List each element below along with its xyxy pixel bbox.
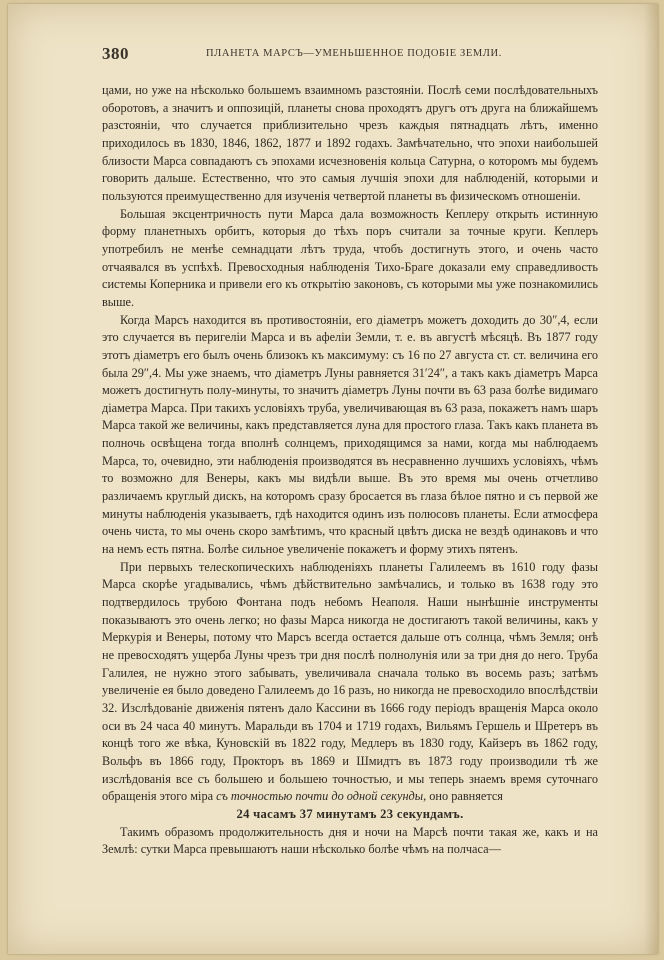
- body-text: [102, 82, 598, 859]
- page-edge-shadow: [644, 4, 658, 954]
- paragraph-3: Когда Марсъ находится въ противостояніи, его діаметръ можетъ доходить до 30″,4, если это случается въ перигеліи Марса и въ афеліи Земли, т. е. въ августѣ мѣсяцѣ. Въ 1877 году этотъ діаметръ его былъ очень близокъ къ максимуму: съ 16 по 27 августа ст. ст. величина его была 29″,4. Мы уже знаемъ, что діаметръ Луны равняется 31′24″, а такъ какъ діаметръ Марса можетъ достигнуть полу-минуты, то значитъ діаметръ Луны почти въ 63 раза болѣе видимаго діаметра Марса. При такихъ условіяхъ труба, увеличивающая въ 63 раза, покажетъ намъ шаръ Марса такой же величины, какъ представляется луна для простого глаза. Такъ какъ планета въ полночь освѣщена тогда вполнѣ солнцемъ, приходящимся за нами, когда мы наблюдаемъ Марса, то, очевидно, эти наблюденія производятся въ несравненно лучшихъ условіяхъ, чѣмъ то возможно для Венеры, какъ мы видѣли выше. Въ это время мы очень отчетливо различаемъ круглый дискъ, на которомъ сразу бросается въ глаза бѣлое пятно и съ первой же минуты наблюденія указываетъ, гдѣ находится одинъ изъ полюсовъ планеты. Если атмосфера очень чиста, то мы очень скоро замѣтимъ, что красный цвѣтъ диска не вездѣ одинаковъ и что на немъ есть пятна. Болѣе сильное увеличеніе покажетъ и форму этихъ пятенъ.: [102, 312, 598, 557]
- page-number: 380: [102, 44, 129, 63]
- paragraph-1: цами, но уже на нѣсколько большемъ взаимномъ разстояніи. Послѣ семи послѣдовательныхъ оборотовъ, а значитъ и оппозицій, планеты снова проходятъ другъ отъ друга на ближайшемъ разстояніи, что случается приблизительно чрезъ каждыя пятнадцать лѣтъ, именно приходилось въ 1830, 1846, 1862, 1877 и 1892 годахъ. Замѣчательно, что эпохи наибольшей близости Марса совпадаютъ съ эпохами исчезновенія кольца Сатурна, о которомъ мы будемъ говорить дальше. Естественно, что это самыя лучшія эпохи для наблюденій, которыми и пользуются преимущественно для изученія четвертой планеты въ физическомъ отношеніи.: [102, 83, 598, 203]
- paragraph-4: [102, 559, 598, 806]
- rotation-period: 24 часамъ 37 минутамъ 23 секундамъ.: [236, 806, 464, 821]
- paragraph-4-text: При первыхъ телескопическихъ наблюденіяхъ планеты Галилеемъ въ 1610 году фазы Марса скорѣе угадывались, чѣмъ дѣйствительно замѣчались, и только въ 1638 году это подтвердилось трубою Фонтана подъ небомъ Неаполя. Наши нынѣшніе инструменты показываютъ это очень легко; но фазы Марса никогда не достигаютъ такой величины, какъ у Меркурія и Венеры, потому что Марсъ всегда остается дальше отъ солнца, чѣмъ Земля; онѣ не превосходятъ ущерба Луны чрезъ три дня послѣ полнолунія или за три дня до него. Труба Галилея, не нужно этого забывать, увеличивала сначала только въ восемь разъ; затѣмъ увеличеніе ея было доведено Галилеемъ до 16 разъ, но никогда не превосходило впослѣдствіи 32. Изслѣдованіе движенія пятенъ дало Кассини въ 1666 году періодъ вращенія Марса около оси въ 24 часа 40 минутъ. Маральди въ 1704 и 1719 годахъ, Вильямъ Гершель и Шретеръ въ концѣ того же вѣка, Куновскій въ 1822 году, Медлеръ въ 1830 году, Кайзеръ въ 1862 году, Вольфъ въ 1866 году, Прокторъ въ 1869 и Шмидтъ въ 1873 году производили тѣ же изслѣдованія все съ большею и большею точностью, и мы теперь знаемъ время суточнаго обращенія этого міра: [102, 559, 598, 804]
- book-page: [8, 4, 658, 954]
- running-title: ПЛАНЕТА МАРСЪ—УМЕНЬШЕННОЕ ПОДОБІЕ ЗЕМЛИ.: [206, 48, 502, 59]
- paragraph-4-tail: , оно равняется: [423, 789, 503, 804]
- paragraph-5: Такимъ образомъ продолжительность дня и ночи на Марсѣ почти такая же, какъ и на Землѣ: сутки Марса превышаютъ наши нѣсколько болѣе чѣмъ на полчаса—: [102, 824, 598, 857]
- paragraph-2: Большая эксцентричность пути Марса дала возможность Кеплеру открыть истинную форму планетныхъ орбитъ, которыя до тѣхъ поръ считали за точные круги. Кеплеръ употребилъ не менѣе семнадцати лѣтъ труда, чтобъ достигнуть этого, и очень часто отчаявался въ успѣхѣ. Превосходныя наблюденія Тихо-Браге доказали ему справедливость системы Коперника и привели его къ открытію законовъ, съ которыми мы уже познакомились выше.: [102, 206, 598, 309]
- page-header: [102, 44, 598, 64]
- paragraph-4-emphasis: съ точностью почти до одной секунды: [216, 789, 424, 804]
